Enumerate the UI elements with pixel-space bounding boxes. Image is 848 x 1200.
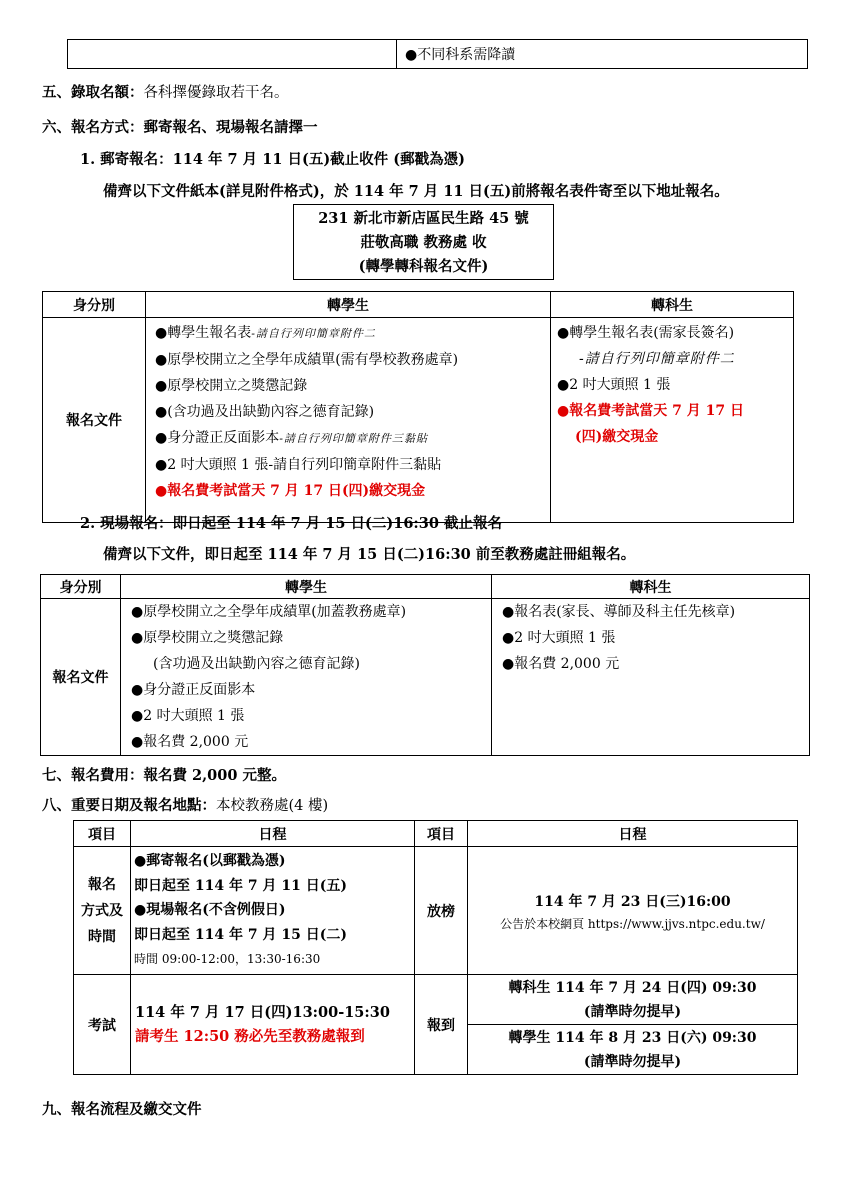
onsite-desc: 備齊以下文件，即日起至 114 年 7 月 15 日(二)16:30 前至教務處註冊組報名。	[103, 546, 636, 563]
onsite-transfer-item: ● 報名費 2,000 元	[131, 729, 491, 755]
top-note: 不同科系需降讀	[417, 47, 516, 63]
report-label: 報到	[415, 975, 468, 1075]
sec8-line	[42, 794, 328, 815]
top-table-fragment	[67, 39, 808, 69]
report-switch-note: (請準時勿提早)	[583, 1003, 682, 1020]
schedule-th-schedule-2: 日程	[468, 821, 798, 847]
mail-title: 1. 郵寄報名：114 年 7 月 11 日(五)截止收件 (郵戳為憑)	[80, 151, 465, 168]
result-cell	[468, 847, 798, 975]
mail-th-switch: 轉科生	[551, 292, 794, 318]
onsite-title: 2. 現場報名：即日起至 114 年 7 月 15 日(二)16:30 截止報名	[80, 515, 502, 532]
onsite-switch-item: ● 2 吋大頭照 1 張	[502, 625, 809, 651]
onsite-switch-cell	[492, 599, 810, 756]
report-transfer-cell	[468, 1025, 798, 1075]
mail-transfer-item: ● 轉學生報名表-請自行列印簡章附件二	[155, 320, 550, 347]
sec5-line	[42, 81, 289, 102]
schedule-th-item-2: 項目	[415, 821, 468, 847]
mail-switch-cell	[551, 318, 794, 523]
sec5-heading: 五、錄取名額：	[42, 84, 144, 101]
mail-th-transfer: 轉學生	[146, 292, 551, 318]
mail-switch-note: -請自行列印簡章附件二	[579, 351, 735, 367]
mail-docs-table	[42, 291, 794, 523]
address-line-2: 莊敬高職 教務處 收	[360, 234, 487, 251]
exam-cell	[131, 975, 415, 1075]
address-box	[293, 204, 554, 280]
schedule-th-item: 項目	[74, 821, 131, 847]
onsite-th-switch: 轉科生	[492, 575, 810, 599]
reg-onsite-period: 即日起至 114 年 7 月 15 日(二)	[134, 926, 347, 943]
sec5-text: 各科擇優錄取若干名。	[143, 85, 289, 101]
mail-transfer-cell	[146, 318, 551, 523]
report-switch-cell	[468, 975, 798, 1025]
reg-onsite-hours: 時間 09:00-12:00，13:30-16:30	[134, 952, 321, 966]
mail-transfer-item: ● 原學校開立之獎懲記錄	[155, 373, 550, 399]
reg-mail-period: 即日起至 114 年 7 月 11 日(五)	[134, 877, 347, 894]
result-label: 放榜	[415, 847, 468, 975]
mail-switch-item: ● 2 吋大頭照 1 張	[557, 372, 793, 398]
mail-switch-item-fee: ● 報名費考試當天 7 月 17 日	[557, 398, 793, 424]
exam-time: 114 年 7 月 17 日(四)13:00-15:30	[135, 1003, 390, 1021]
mail-transfer-item: ● 原學校開立之全學年成績單(需有學校教務處章)	[155, 347, 550, 373]
address-line-3: (轉學轉科報名文件)	[358, 258, 489, 275]
mail-row-label: 報名文件	[43, 318, 146, 523]
mail-transfer-item: ● 身分證正反面影本-請自行列印簡章附件三黏貼	[155, 425, 550, 452]
address-line-1: 231 新北市新店區民生路 45 號	[318, 210, 529, 227]
mail-switch-item: ● 轉學生報名表(需家長簽名)	[557, 320, 793, 346]
result-date: 114 年 7 月 23 日(三)16:00	[534, 894, 731, 910]
exam-label: 考試	[74, 975, 131, 1075]
onsite-th-identity: 身分別	[41, 575, 121, 599]
onsite-transfer-item: ● 原學校開立之全學年成績單(加蓋教務處章)	[131, 599, 491, 625]
mail-transfer-item-fee: ● 報名費考試當天 7 月 17 日(四)繳交現金	[155, 478, 550, 504]
sec9-heading: 九、報名流程及繳交文件	[42, 1101, 202, 1118]
onsite-transfer-cell	[121, 599, 492, 756]
report-transfer: 轉學生 114 年 8 月 23 日(六) 09:30	[508, 1029, 757, 1046]
reg-onsite-heading: ● 現場報名(不含例假日)	[134, 898, 347, 923]
mail-desc: 備齊以下文件紙本(詳見附件格式)，於 114 年 7 月 11 日(五)前將報名表件寄至以下地址報名。	[103, 183, 729, 200]
report-switch: 轉科生 114 年 7 月 24 日(四) 09:30	[508, 979, 757, 996]
schedule-th-schedule: 日程	[131, 821, 415, 847]
report-transfer-note: (請準時勿提早)	[583, 1053, 682, 1070]
onsite-transfer-item: (含功過及出缺勤內容之德育記錄)	[153, 656, 360, 672]
result-note: 公告於本校網頁 https://www.jjvs.ntpc.edu.tw/	[500, 917, 765, 931]
mail-transfer-item: ● (含功過及出缺勤內容之德育記錄)	[155, 399, 550, 425]
top-note-cell	[397, 40, 808, 69]
top-empty-cell	[68, 40, 397, 69]
onsite-docs-table	[40, 574, 810, 756]
onsite-transfer-item: ● 2 吋大頭照 1 張	[131, 703, 491, 729]
sec7-heading: 七、報名費用：報名費 2,000 元整。	[42, 767, 286, 784]
reg-schedule-lines	[134, 849, 347, 972]
mail-switch-item-fee-cont: (四)繳交現金	[575, 429, 659, 445]
exam-note: 請考生 12:50 務必先至教務處報到	[135, 1027, 365, 1045]
onsite-switch-item: ● 報名費 2,000 元	[502, 651, 809, 677]
sec6-heading: 六、報名方式：郵寄報名、現場報名請擇一	[42, 119, 318, 136]
mail-th-identity: 身分別	[43, 292, 146, 318]
onsite-th-transfer: 轉學生	[121, 575, 492, 599]
onsite-transfer-item: ● 原學校開立之獎懲記錄	[131, 625, 491, 651]
sec8-heading: 八、重要日期及報名地點：	[42, 797, 216, 814]
onsite-row-label: 報名文件	[41, 599, 121, 756]
reg-mail-heading: ● 郵寄報名(以郵戳為憑)	[134, 849, 347, 874]
mail-transfer-item: ● 2 吋大頭照 1 張-請自行列印簡章附件三黏貼	[155, 452, 550, 478]
onsite-switch-item: ● 報名表(家長、導師及科主任先核章)	[502, 599, 809, 625]
reg-label: 報名 方式及 時間	[74, 847, 131, 975]
sec8-location: 本校教務處(4 樓)	[216, 798, 329, 814]
onsite-transfer-item: ● 身分證正反面影本	[131, 677, 491, 703]
